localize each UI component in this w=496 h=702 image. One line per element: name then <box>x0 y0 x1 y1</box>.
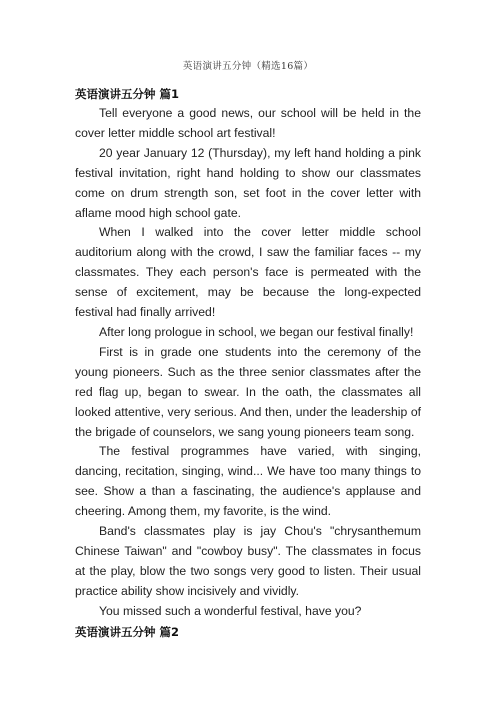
document-header: 英语演讲五分钟（精选16篇） <box>182 61 314 72</box>
paragraph: When I walked into the cover letter middle school auditorium along with the crowd, I saw the familiar faces -- my classmates. They each person's face is permeated with the sense of excitement, may be because the long-expected festival had finally arrived! <box>75 225 421 320</box>
paragraph: After long prologue in school, we began our festival finally! <box>99 324 414 339</box>
paragraph: 20 year January 12 (Thursday), my left hand holding a pink festival invitation, right hand holding to show our classmates come on drum strength son, set foot in the cover letter with aflame mood high school gate. <box>75 145 421 220</box>
paragraph: You missed such a wonderful festival, have you? <box>99 603 362 618</box>
paragraph: Band's classmates play is jay Chou's "chrysanthemum Chinese Taiwan" and "cowboy busy". The classmates in focus at the play, blow the two songs very good to listen. Their usual practice ability show incisively and vividly. <box>75 524 421 598</box>
section-heading: 英语演讲五分钟 篇2 <box>75 624 180 639</box>
section-heading: 英语演讲五分钟 篇1 <box>75 87 180 101</box>
paragraph: First is in grade one students into the ceremony of the young pioneers. Such as the three senior classmates after the red flag up, began to swear. In the oath, the classmates all looked attentive, very serious. And then, under the leadership of the brigade of counselors, we sang young pioneers team song. <box>75 344 421 439</box>
document-body <box>75 84 421 642</box>
paragraph: Tell everyone a good news, our school will be held in the cover letter middle school art festival! <box>75 106 421 140</box>
paragraph: The festival programmes have varied, with singing, dancing, recitation, singing, wind... We have too many things to see. Show a than a fascinating, the audience's applause and cheering. Among them, my favorite, is the wind. <box>75 444 421 519</box>
